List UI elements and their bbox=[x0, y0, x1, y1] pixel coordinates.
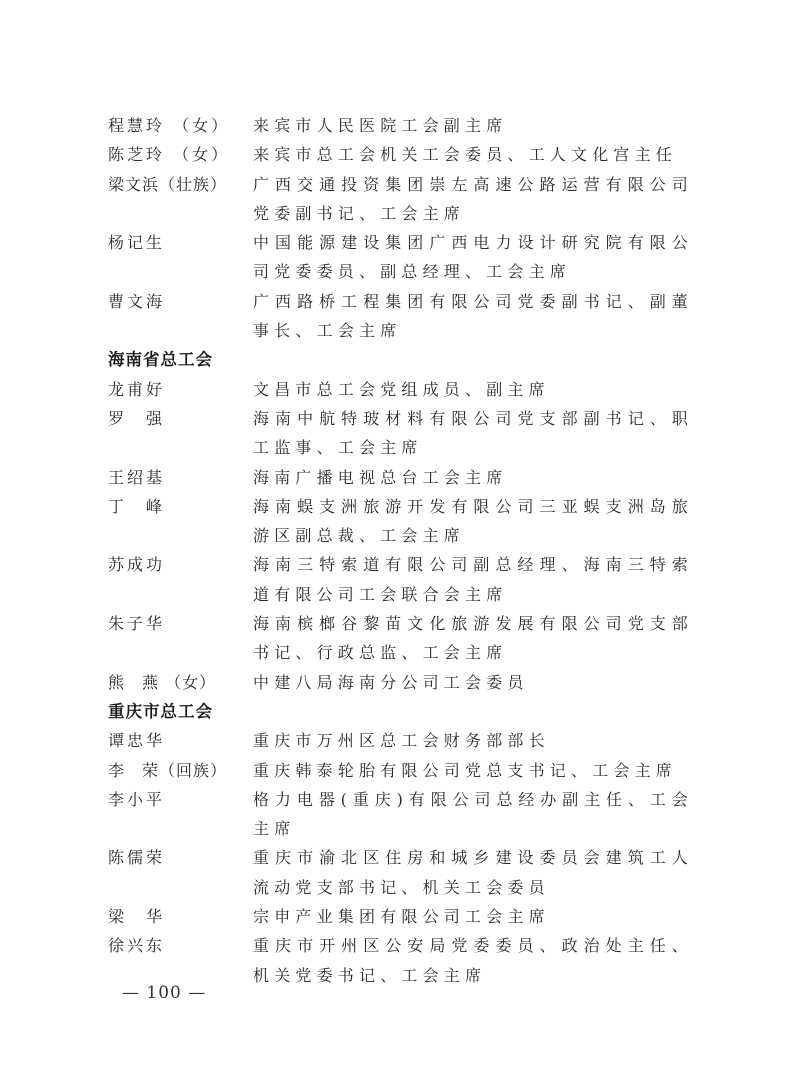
section-heading: 海南省总工会 bbox=[108, 350, 213, 370]
member-name: 杨记生 bbox=[108, 233, 166, 253]
member-name: 丁 峰 bbox=[108, 496, 166, 516]
member-name: 罗 强 bbox=[108, 408, 166, 428]
member-name: 李小平 bbox=[108, 789, 166, 809]
list-item bbox=[108, 902, 698, 931]
list-item bbox=[108, 492, 698, 551]
list-item bbox=[108, 404, 698, 463]
member-name: 陈芝玲 （女） bbox=[108, 145, 231, 165]
member-position: 重庆市万州区总工会财务部部长 bbox=[253, 731, 550, 751]
list-item bbox=[108, 785, 698, 844]
member-position: 海南蜈支洲旅游开发有限公司三亚蜈支洲岛旅游区副总裁、工会主席 bbox=[253, 496, 693, 546]
member-name: 陈儒荣 bbox=[108, 848, 166, 868]
member-name: 王绍基 bbox=[108, 467, 166, 487]
member-position: 中建八局海南分公司工会委员 bbox=[253, 672, 529, 692]
member-position: 海南槟榔谷黎苗文化旅游发展有限公司党支部书记、行政总监、工会主席 bbox=[253, 614, 693, 663]
member-name: 龙甫好 bbox=[108, 379, 166, 399]
member-name: 李 荣（回族） bbox=[108, 760, 228, 780]
member-name: 程慧玲 （女） bbox=[108, 116, 231, 135]
member-position: 海南中航特玻材料有限公司党支部副书记、职工监事、工会主席 bbox=[253, 408, 693, 458]
section-heading: 重庆市总工会 bbox=[108, 701, 213, 721]
list-item bbox=[108, 726, 698, 755]
member-position: 海南广播电视总台工会主席 bbox=[253, 467, 508, 487]
member-name: 苏成功 bbox=[108, 555, 166, 575]
member-position: 中国能源建设集团广西电力设计研究院有限公司党委委员、副总经理、工会主席 bbox=[253, 233, 693, 282]
member-name: 熊 燕 （女） bbox=[108, 672, 217, 692]
member-name: 梁文浜（壮族） bbox=[108, 174, 228, 194]
list-item bbox=[108, 140, 698, 169]
member-list bbox=[108, 111, 698, 990]
list-item bbox=[108, 287, 698, 346]
list-item bbox=[108, 111, 698, 140]
member-position: 重庆市开州区公安局党委委员、政治处主任、机关党委书记、工会主席 bbox=[253, 936, 693, 985]
member-position: 来宾市人民医院工会副主席 bbox=[253, 116, 508, 135]
member-position: 广西交通投资集团崇左高速公路运营有限公司党委副书记、工会主席 bbox=[253, 174, 693, 223]
member-position: 海南三特索道有限公司副总经理、海南三特索道有限公司工会联合会主席 bbox=[253, 555, 693, 604]
list-item bbox=[108, 463, 698, 492]
member-name: 梁 华 bbox=[108, 907, 166, 927]
member-position: 广西路桥工程集团有限公司党委副书记、副董事长、工会主席 bbox=[253, 291, 693, 341]
list-item bbox=[108, 550, 698, 609]
list-item bbox=[108, 756, 698, 785]
member-name: 曹文海 bbox=[108, 291, 166, 311]
member-name: 徐兴东 bbox=[108, 936, 166, 956]
list-item bbox=[108, 228, 698, 287]
list-item bbox=[108, 668, 698, 697]
member-position: 格力电器(重庆)有限公司总经办副主任、工会主席 bbox=[253, 789, 693, 839]
member-position: 宗申产业集团有限公司工会主席 bbox=[253, 907, 550, 927]
page-number: — 100 — bbox=[122, 983, 207, 1003]
member-name: 朱子华 bbox=[108, 614, 166, 634]
list-item bbox=[108, 170, 698, 229]
member-position: 重庆韩泰轮胎有限公司党总支书记、工会主席 bbox=[253, 760, 678, 780]
list-item bbox=[108, 375, 698, 404]
member-position: 重庆市渝北区住房和城乡建设委员会建筑工人流动党支部书记、机关工会委员 bbox=[253, 848, 693, 897]
member-position: 来宾市总工会机关工会委员、工人文化宫主任 bbox=[253, 145, 678, 165]
list-item bbox=[108, 609, 698, 668]
member-position: 文昌市总工会党组成员、副主席 bbox=[253, 379, 550, 399]
list-item bbox=[108, 843, 698, 902]
member-name: 谭忠华 bbox=[108, 731, 166, 751]
